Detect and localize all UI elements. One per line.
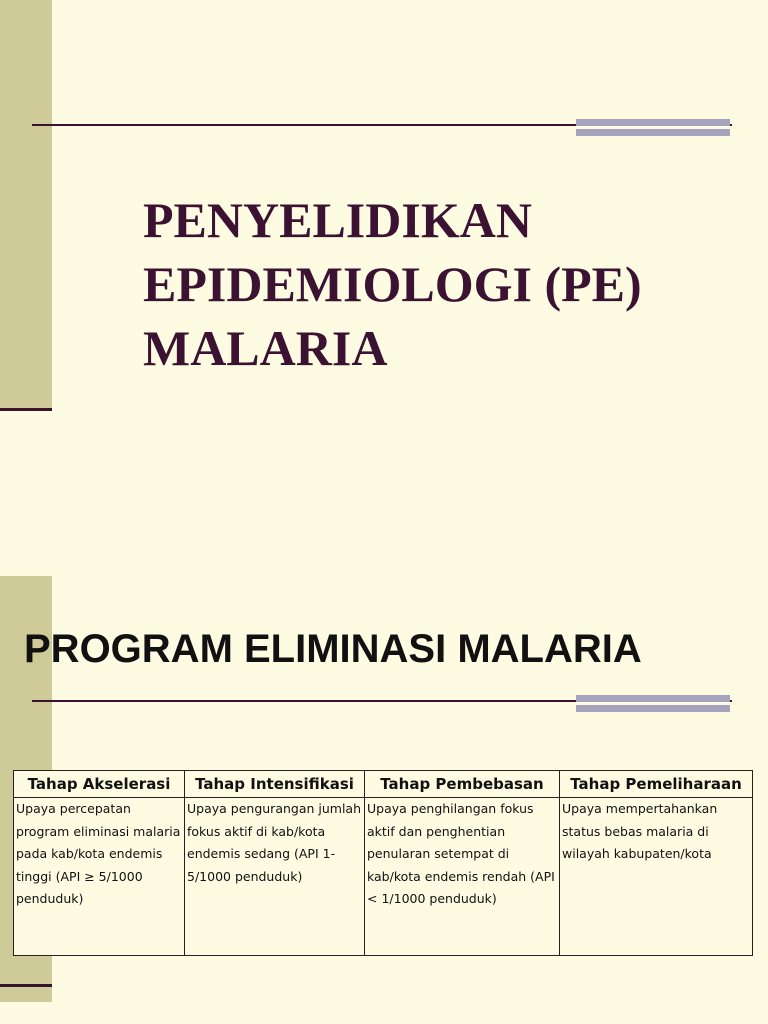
table-row: [14, 798, 753, 956]
cell-intensifikasi: Upaya pengurangan jumlah fokus aktif di kab/kota endemis sedang (API 1-5/1000 penduduk): [185, 798, 365, 956]
stages-table: [13, 770, 753, 956]
table-header-row: [14, 771, 753, 798]
title-line-3: MALARIA: [143, 320, 388, 376]
accent-bar: [576, 695, 730, 712]
header-intensifikasi: Tahap Intensifikasi: [185, 771, 365, 798]
slide-title-text: PROGRAM ELIMINASI MALARIA: [24, 627, 642, 671]
slide-program: [0, 560, 768, 1024]
cell-pemeliharaan: Upaya mempertahankan status bebas malaria di wilayah kabupaten/kota: [560, 798, 753, 956]
accent-bar: [576, 119, 730, 136]
title-line-1: PENYELIDIKAN: [143, 192, 532, 248]
cell-pembebasan: Upaya penghilangan fokus aktif dan penghentian penularan setempat di kab/kota endemis rendah (API < 1/1000 penduduk): [365, 798, 560, 956]
header-pembebasan: Tahap Pembebasan: [365, 771, 560, 798]
presentation-title: [143, 188, 743, 380]
cell-akselerasi: Upaya percepatan program eliminasi malaria pada kab/kota endemis tinggi (API ≥ 5/1000 penduduk): [14, 798, 185, 956]
title-line-2: EPIDEMIOLOGI (PE): [143, 256, 642, 312]
side-tick: [0, 984, 52, 987]
header-akselerasi: Tahap Akselerasi: [14, 771, 185, 798]
side-bar: [0, 0, 52, 410]
header-pemeliharaan: Tahap Pemeliharaan: [560, 771, 753, 798]
side-tick: [0, 408, 52, 411]
